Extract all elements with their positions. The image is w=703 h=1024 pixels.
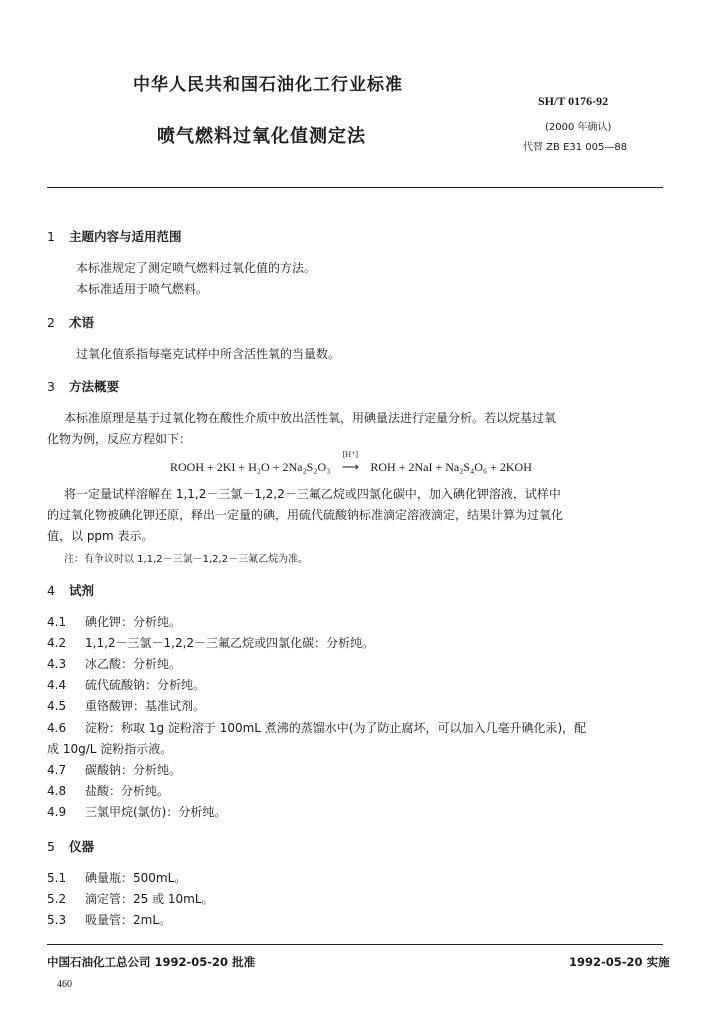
section-1-paragraph: 本标准规定了测定喷气燃料过氧化值的方法。 [76,261,317,275]
item-number: 4.5 [47,699,67,713]
item-text: 成 10g/L 淀粉指示液。 [47,742,173,756]
item-text: 碘量瓶：500mL。 [85,871,187,885]
section-2-paragraph: 过氧化值系指每毫克试样中所含活性氧的当量数。 [76,347,341,361]
item-text: 重铬酸钾：基准试剂。 [85,699,206,713]
reaction-equation [170,450,532,475]
section-title: 方法概要 [69,379,120,394]
reaction-condition: [H⁺] [342,450,359,459]
reaction-arrow: [H⁺] ⟶ [333,460,367,475]
confirmation-year: (2000 年确认) [545,122,612,133]
item-number: 4.9 [47,805,67,819]
section-title: 仪器 [69,839,95,854]
footer-divider [47,944,663,945]
reagent-item [47,719,586,736]
section-3-paragraph: 值，以 ppm 表示。 [47,529,154,543]
section-5-heading [47,837,94,855]
implementation-date: 1992-05-20 实施 [569,955,670,969]
section-number: 2 [47,315,55,330]
document-title: 喷气燃料过氧化值测定法 [157,126,366,147]
item-text: 盐酸：分析纯。 [85,784,170,798]
item-text: 碳酸钠：分析纯。 [85,763,182,777]
reagent-item [47,613,181,630]
section-number: 1 [47,229,55,244]
item-number: 4.6 [47,721,67,735]
item-text: 吸量管：2mL。 [85,913,172,927]
reagent-item [47,782,169,799]
section-3-paragraph: 化物为例，反应方程如下： [47,432,192,446]
reagent-item [47,803,226,820]
approval-line: 中国石油化工总公司 1992-05-20 批准 [47,955,256,969]
replaces-standard: 代替 ZB E31 005—88 [523,142,628,153]
issuing-authority: 中华人民共和国石油化工行业标准 [133,75,403,95]
section-1-paragraph: 本标准适用于喷气燃料。 [76,282,209,296]
equation-reactants: ROOH + 2KI + H₂O + 2Na₂S₂O₃ [170,460,331,474]
section-title: 试剂 [69,583,95,598]
section-2-heading [47,313,94,331]
item-number: 5.1 [47,871,67,885]
page-number: 460 [57,979,72,990]
item-text: 1,1,2－三氯－1,2,2－三氟乙烷或四氯化碳：分析纯。 [85,636,375,650]
apparatus-item [47,869,186,886]
item-number: 4.8 [47,784,67,798]
reagent-item [47,761,181,778]
section-number: 5 [47,839,55,854]
header-divider [47,187,663,188]
item-number: 4.2 [47,636,67,650]
item-number: 4.4 [47,678,67,692]
section-1-heading [47,227,182,245]
reagent-item [47,655,181,672]
item-text: 淀粉：称取 1g 淀粉溶于 100mL 煮沸的蒸馏水中(为了防止腐坏，可以加入几毫升碘化汞)，配 [85,721,587,735]
item-number: 5.2 [47,892,67,906]
item-text: 三氯甲烷(氯仿)：分析纯。 [85,805,227,819]
section-3-paragraph: 的过氧化物被碘化钾还原，释出一定量的碘，用硫代硫酸钠标准滴定溶液滴定，结果计算为过氧化 [47,508,564,522]
reagent-item [47,676,205,693]
reagent-item [47,634,374,651]
apparatus-item [47,911,171,928]
section-number: 4 [47,583,55,598]
item-number: 4.3 [47,657,67,671]
section-3-heading [47,377,119,395]
item-number: 5.3 [47,913,67,927]
item-text: 冰乙酸：分析纯。 [85,657,182,671]
equation-products: ROH + 2NaI + Na₂S₄O₆ + 2KOH [370,460,532,474]
section-3-paragraph: 将一定量试样溶解在 1,1,2－三氯－1,2,2－三氟乙烷或四氯化碳中，加入碘化钾溶液，试样中 [64,487,561,501]
section-4-heading [47,581,94,599]
item-text: 碘化钾：分析纯。 [85,615,182,629]
reagent-item-continuation [47,740,172,757]
section-3-paragraph: 本标准原理是基于过氧化物在酸性介质中放出活性氧，用碘量法进行定量分析。若以烷基过氧 [64,411,557,425]
item-text: 硫代硫酸钠：分析纯。 [85,678,206,692]
item-text: 滴定管：25 或 10mL。 [85,892,214,906]
item-number: 4.7 [47,763,67,777]
apparatus-item [47,890,214,907]
standard-code: SH/T 0176-92 [538,94,609,108]
section-number: 3 [47,379,55,394]
reagent-item [47,697,205,714]
item-number: 4.1 [47,615,67,629]
section-3-note: 注：有争议时以 1,1,2－三氯－1,2,2－三氟乙烷为准。 [64,554,309,565]
section-title: 主题内容与适用范围 [69,229,182,244]
section-title: 术语 [69,315,95,330]
